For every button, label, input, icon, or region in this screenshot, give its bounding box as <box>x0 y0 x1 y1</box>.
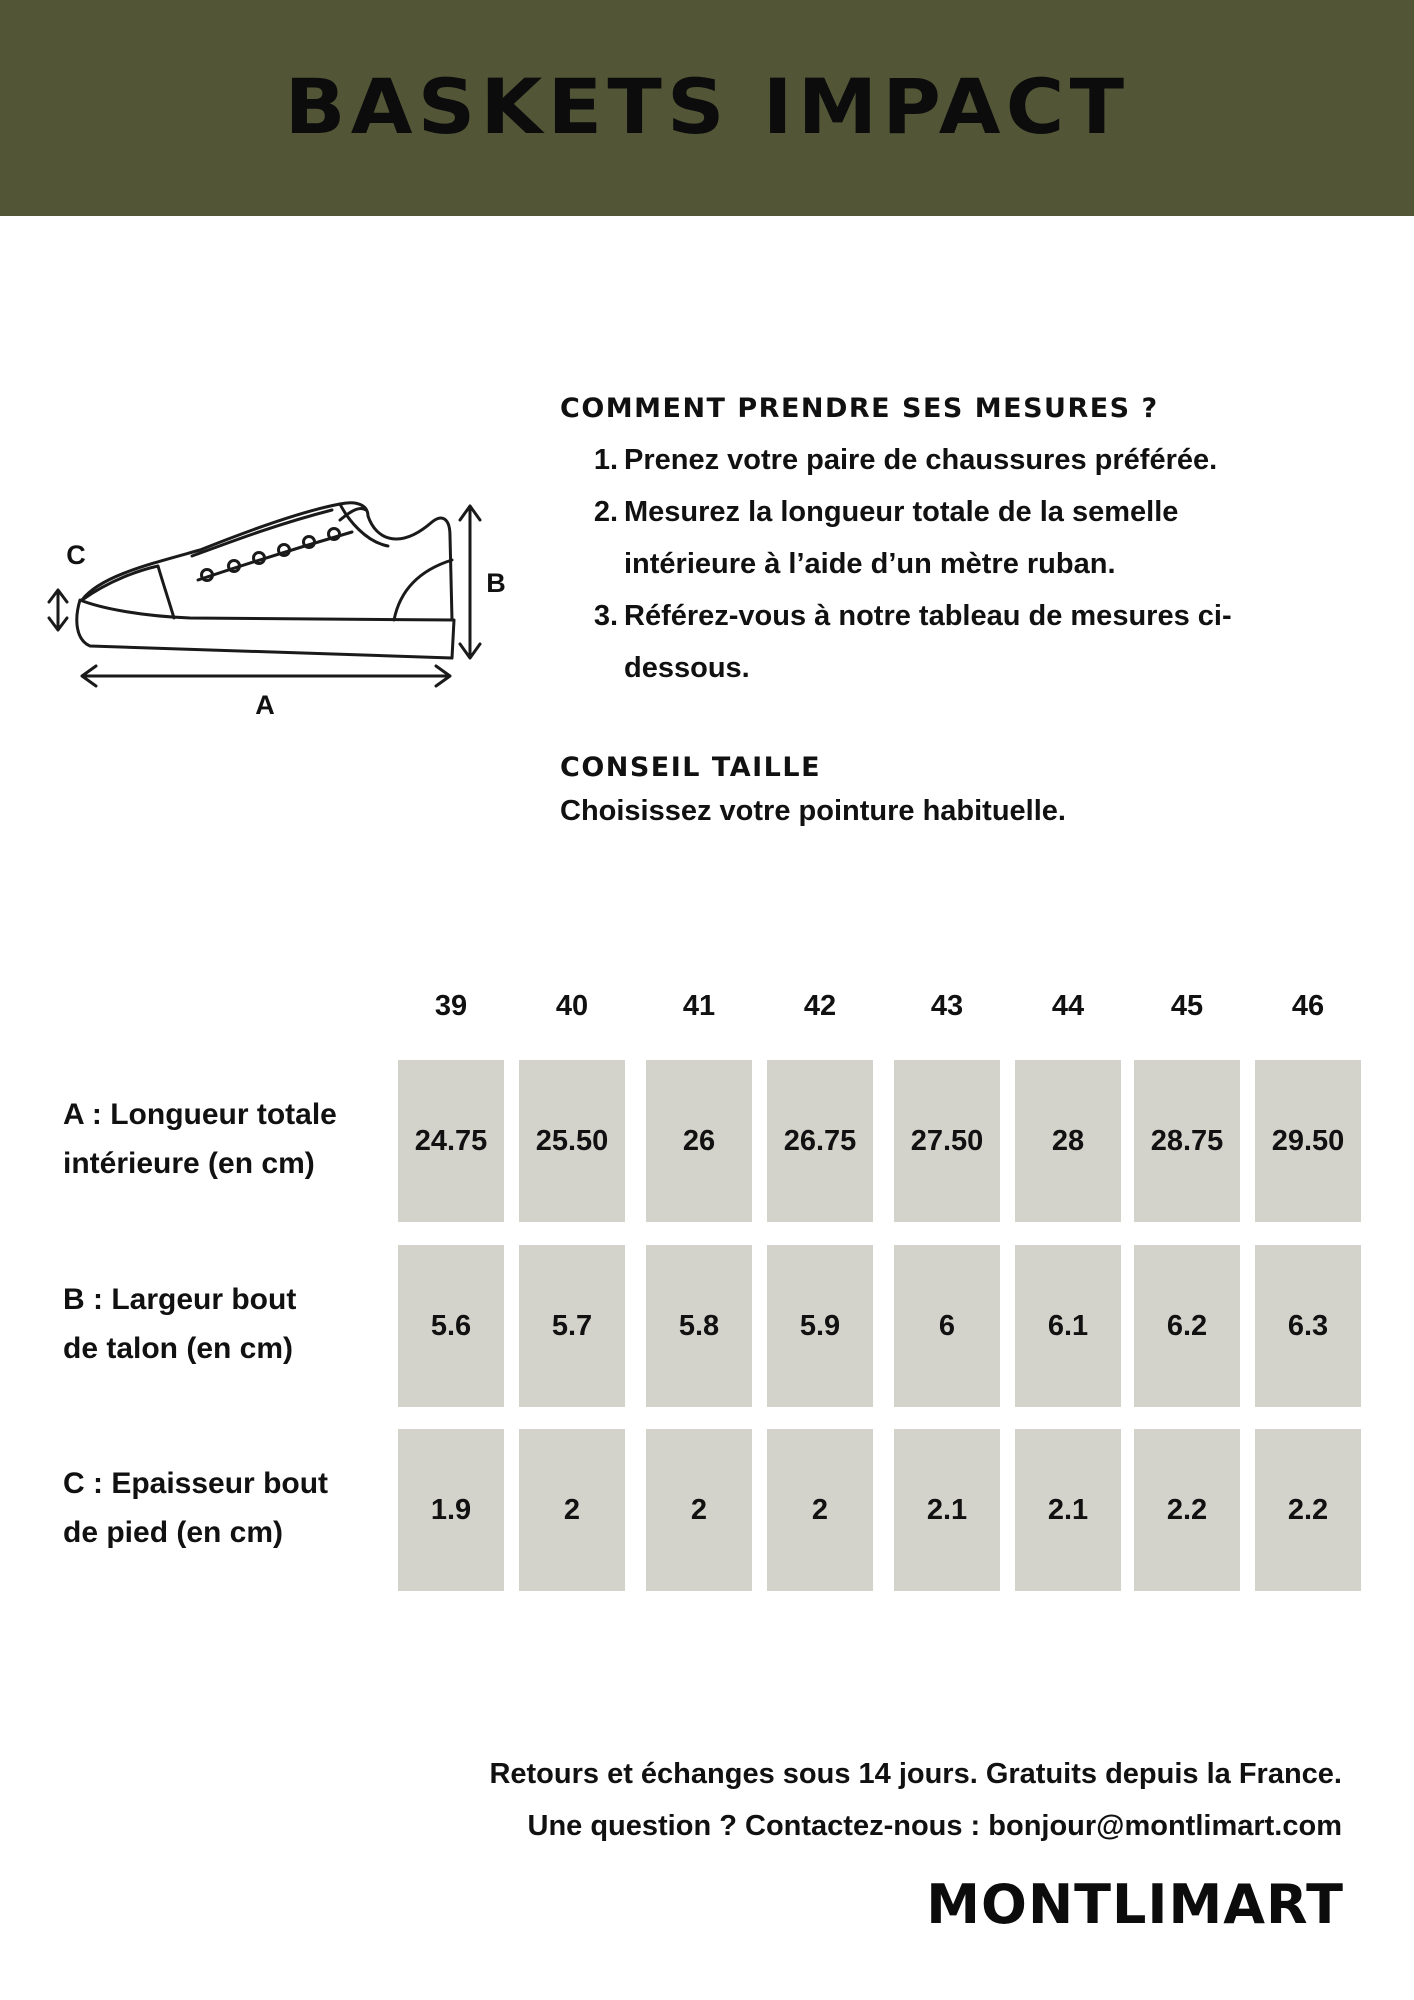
measurement-cell: 28.75 <box>1134 1060 1240 1222</box>
measurement-cell: 6.2 <box>1134 1245 1240 1407</box>
dimension-c-label: C <box>66 540 86 570</box>
step-text: Mesurez la longueur totale de la semelle intérieure à l’aide d’un mètre ruban. <box>624 496 1179 580</box>
size-header: 45 <box>1170 990 1204 1022</box>
measurement-cell: 2 <box>767 1429 873 1591</box>
size-table <box>0 990 1414 1600</box>
size-tip <box>560 752 1360 828</box>
size-header: 43 <box>930 990 964 1022</box>
dimension-b-arrow <box>460 506 480 658</box>
step-number: 3. <box>593 600 618 632</box>
page-title: BASKETS IMPACT <box>284 62 1130 151</box>
measurement-cell: 28 <box>1015 1060 1121 1222</box>
measurement-cell: 26.75 <box>767 1060 873 1222</box>
brand-logo: MONTLIMART <box>926 1873 1344 1936</box>
dimension-a-label: A <box>255 690 275 720</box>
measurement-cell: 5.7 <box>519 1245 625 1407</box>
measurement-cell: 27.50 <box>894 1060 1000 1222</box>
measurement-cell: 29.50 <box>1255 1060 1361 1222</box>
sneaker-measurement-diagram <box>40 480 520 740</box>
dimension-b-label: B <box>486 568 506 598</box>
contact-note: Une question ? Contactez-nous : bonjour@montlimart.com <box>527 1810 1342 1842</box>
measurement-cell: 26 <box>646 1060 752 1222</box>
measurement-cell: 2 <box>646 1429 752 1591</box>
row-label <box>63 1090 363 1188</box>
header-banner <box>0 0 1414 216</box>
dimension-c-arrow <box>49 590 67 630</box>
footer-notes <box>489 1748 1342 1852</box>
size-header: 41 <box>682 990 716 1022</box>
instruction-step <box>560 434 1360 486</box>
row-label-line: intérieure (en cm) <box>63 1147 315 1180</box>
measurement-cell: 6.3 <box>1255 1245 1361 1407</box>
row-label-line: B : Largeur bout <box>63 1283 297 1316</box>
measurement-cell: 6 <box>894 1245 1000 1407</box>
size-header: 42 <box>803 990 837 1022</box>
step-number: 2. <box>593 496 618 528</box>
measurement-instructions <box>560 393 1360 694</box>
measurement-cell: 5.8 <box>646 1245 752 1407</box>
row-label-line: A : Longueur totale <box>63 1098 337 1131</box>
measurement-cell: 2.2 <box>1134 1429 1240 1591</box>
row-label-line: de talon (en cm) <box>63 1332 294 1365</box>
returns-note: Retours et échanges sous 14 jours. Gratuits depuis la France. <box>489 1758 1342 1790</box>
step-text: Prenez votre paire de chaussures préférée. <box>624 444 1218 476</box>
measurement-cell: 24.75 <box>398 1060 504 1222</box>
measurement-cell: 5.9 <box>767 1245 873 1407</box>
measurement-cell: 6.1 <box>1015 1245 1121 1407</box>
row-label-line: C : Epaisseur bout <box>63 1467 329 1500</box>
measurement-cell: 2.1 <box>1015 1429 1121 1591</box>
instruction-step <box>560 486 1360 590</box>
size-header: 39 <box>434 990 468 1022</box>
measurement-cell: 25.50 <box>519 1060 625 1222</box>
step-text: Référez-vous à notre tableau de mesures ci-dessous. <box>624 600 1232 684</box>
measurement-cell: 2.1 <box>894 1429 1000 1591</box>
tip-heading: CONSEIL TAILLE <box>560 752 822 783</box>
instructions-steps <box>560 434 1360 694</box>
dimension-a-arrow <box>82 666 450 686</box>
row-label-line: de pied (en cm) <box>63 1516 284 1549</box>
size-header: 40 <box>555 990 589 1022</box>
measurement-cell: 2 <box>519 1429 625 1591</box>
size-header: 44 <box>1051 990 1085 1022</box>
measurement-cell: 1.9 <box>398 1429 504 1591</box>
measurement-cell: 5.6 <box>398 1245 504 1407</box>
instructions-heading: COMMENT PRENDRE SES MESURES ? <box>560 393 1159 424</box>
tip-text: Choisissez votre pointure habituelle. <box>560 795 1066 827</box>
instruction-step <box>560 590 1360 694</box>
row-label <box>63 1275 363 1373</box>
measurement-cell: 2.2 <box>1255 1429 1361 1591</box>
row-label <box>63 1459 363 1557</box>
sneaker-upper <box>82 503 452 620</box>
size-header: 46 <box>1291 990 1325 1022</box>
step-number: 1. <box>593 444 618 476</box>
